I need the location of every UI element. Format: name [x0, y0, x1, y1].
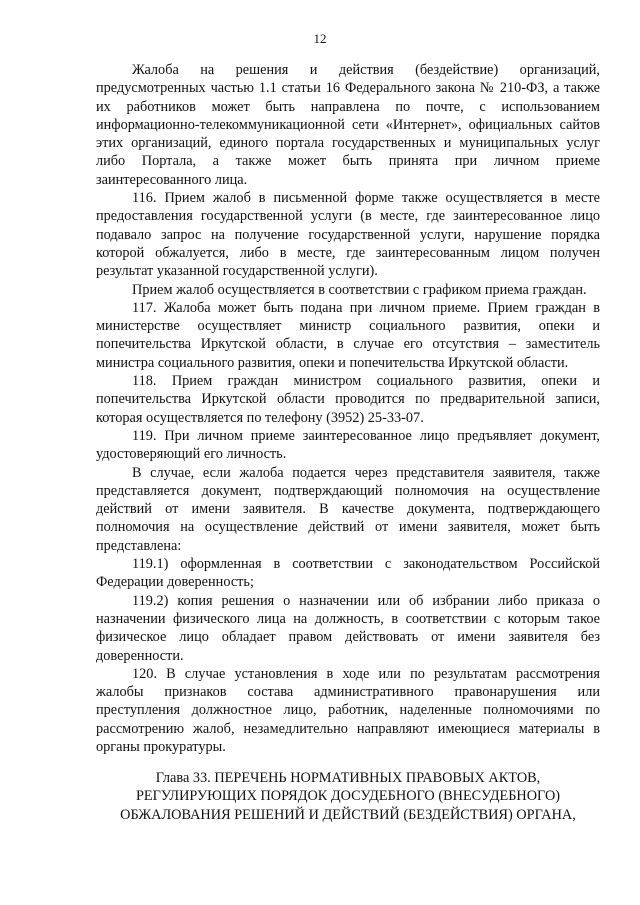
paragraph-118: 118. Прием граждан министром социального развития, опеки и попечительства Иркутской области проводится по предварительной записи, которая осуществляется по телефону (3952) 25-33-07.: [96, 373, 600, 426]
document-body: [96, 61, 600, 756]
paragraph-schedule: Прием жалоб осуществляется в соответствии с графиком приема граждан.: [132, 281, 587, 298]
chapter-heading-line: Глава 33. ПЕРЕЧЕНЬ НОРМАТИВНЫХ ПРАВОВЫХ АКТОВ,: [155, 770, 541, 786]
paragraph-120: 120. В случае установления в ходе или по результатам рассмотрения жалобы признаков состава административного правонарушения или преступления должностное лицо, работник, наделенные полномочиями по рассмотрению жалоб, незамедлительно направляют имеющиеся материалы в органы прокуратуры.: [96, 665, 600, 755]
paragraph-117: 117. Жалоба может быть подана при личном приеме. Прием граждан в министерстве осуществляет министр социального развития, опеки и попечительства Иркутской области, в случае его отсутствия – заместитель министра социального развития, опеки и попечительства Иркутской области.: [96, 299, 600, 371]
page-number: 12: [313, 31, 327, 46]
chapter-heading-line: ОБЖАЛОВАНИЯ РЕШЕНИЙ И ДЕЙСТВИЙ (БЕЗДЕЙСТВИЯ) ОРГАНА,: [120, 806, 576, 823]
paragraph-119: 119. При личном приеме заинтересованное лицо предъявляет документ, удостоверяющий его личность.: [96, 427, 600, 463]
paragraph-complaint-channels: Жалоба на решения и действия (бездействие) организаций, предусмотренных частью 1.1 статьи 16 Федерального закона № 210-ФЗ, а также их работников может быть направлена по почте, с использованием информационно-телекоммуникационной сети «Интернет», официальных сайтов этих организаций, единого портала государственных и муниципальных услуг либо Портала, а также может быть принята при личном приеме заинтересованного лица.: [96, 62, 600, 188]
paragraph-116: 116. Прием жалоб в письменной форме также осуществляется в месте предоставления государственной услуги (в месте, где заинтересованное лицо подавало запрос на получение государственной услуги, нарушение порядка которой обжалуется, либо в месте, где заинтересованным лицом получен результат указанной государственной услуги).: [96, 190, 600, 280]
paragraph-representative: В случае, если жалоба подается через представителя заявителя, также представляется документ, подтверждающий полномочия на осуществление действий от имени заявителя. В качестве документа, подтверждающего полномочия на осуществление действий от имени заявителя, может быть представлена:: [96, 464, 600, 554]
paragraph-119-1: 119.1) оформленная в соответствии с законодательством Российской Федерации доверенность;: [96, 556, 600, 591]
chapter-heading-line: РЕГУЛИРУЮЩИХ ПОРЯДОК ДОСУДЕБНОГО (ВНЕСУДЕБНОГО): [135, 788, 561, 805]
paragraph-119-2: 119.2) копия решения о назначении или об избрании либо приказа о назначении физического лица на должность, в соответствии с которым такое физическое лицо обладает правом действовать от имени заявителя без доверенности.: [96, 592, 600, 664]
chapter-heading: [96, 769, 600, 824]
